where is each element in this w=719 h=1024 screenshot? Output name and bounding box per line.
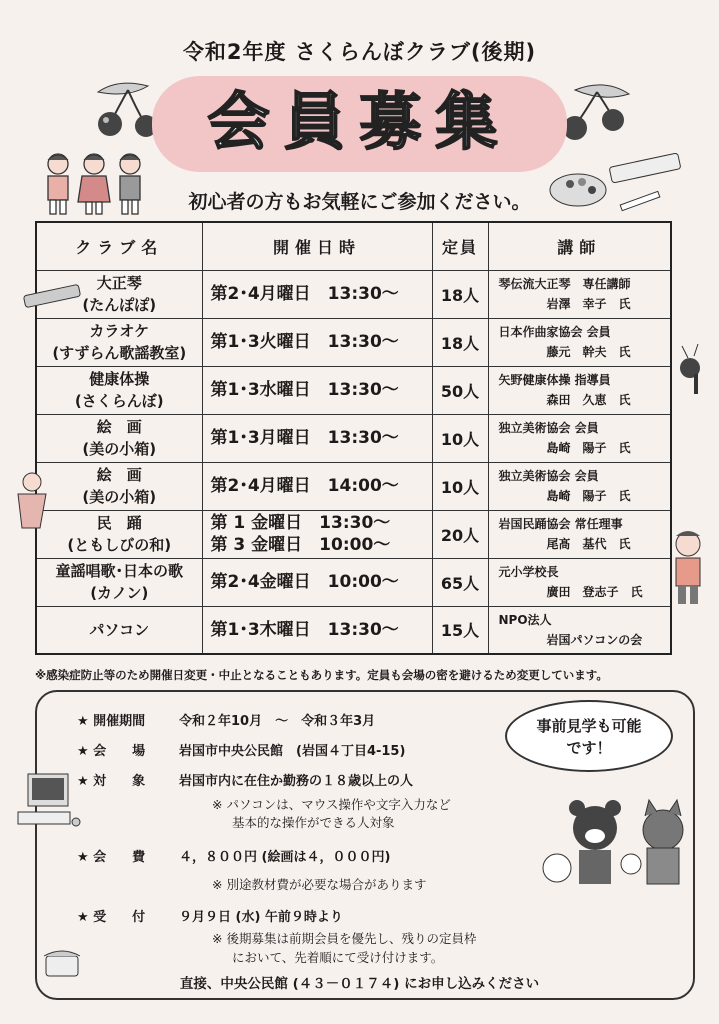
club-name: カラオケ (89, 322, 150, 340)
club-name-cell (36, 510, 202, 558)
bubble-line-2: です！ (566, 739, 612, 757)
lecturer-name: 尾髙 基代 氏 (546, 537, 631, 551)
lecturer-affiliation: 琴伝流大正琴 専任講師 (498, 277, 631, 291)
singer-icon (668, 338, 712, 402)
lecturer-name: 岩澤 幸子 氏 (546, 297, 631, 311)
club-name: 民 踊 (96, 514, 142, 532)
club-name-cell (36, 414, 202, 462)
page-title: 会員募集 (207, 85, 512, 158)
intro-text: 初心者の方もお気軽にご参加ください。 (188, 191, 531, 213)
capacity-cell: 50人 (432, 366, 488, 414)
schedule-line-1: 第2･4金曜日 10:00～ (210, 572, 399, 592)
schedule-cell (202, 606, 432, 654)
lecturer-name: 島崎 陽子 氏 (546, 489, 631, 503)
club-name: 童謡唱歌･日本の歌 (55, 562, 183, 580)
fee-label: ★ 会 費 (77, 850, 146, 865)
capacity-cell: 18人 (432, 270, 488, 318)
target-note-1: ※ パソコンは、マウス操作や文字入力など (212, 797, 451, 812)
lecturer-affiliation: 元小学校長 (498, 565, 559, 579)
schedule-line-2: 第 3 金曜日 10:00～ (210, 535, 391, 555)
schedule-line-1: 第2･4月曜日 14:00～ (210, 476, 399, 496)
schedule-cell (202, 366, 432, 414)
table-row (36, 462, 671, 510)
table-row (36, 318, 671, 366)
target-label: ★ 対 象 (77, 774, 146, 789)
schedule-cell (202, 462, 432, 510)
reception-note-2: において、先着順にて受け付けます。 (232, 950, 444, 965)
table-row (36, 270, 671, 318)
dancer-icon (10, 470, 50, 530)
capacity-cell: 20人 (432, 510, 488, 558)
capacity-cell: 10人 (432, 414, 488, 462)
speech-bubble (505, 700, 673, 772)
club-group-name: (さくらんぼ) (74, 392, 164, 410)
table-row (36, 606, 671, 654)
info-reception (77, 906, 343, 925)
capacity-cell: 65人 (432, 558, 488, 606)
club-group-name: (たんぽぽ) (82, 296, 157, 314)
schedule-cell (202, 318, 432, 366)
column-header-club: クラブ名 (36, 222, 202, 270)
fee-value: ４，８００円 (絵画は４，０００円) (179, 850, 391, 865)
subtitle: 令和2年度 さくらんぼクラブ(後期) (182, 40, 537, 64)
target-note-2: 基本的な操作ができる人対象 (232, 815, 395, 830)
schedule-line-1: 第1･3月曜日 13:30～ (210, 428, 399, 448)
lecturer-affiliation: 日本作曲家協会 会員 (498, 325, 611, 339)
club-name: 絵 画 (96, 418, 142, 436)
lecturer-name: 島崎 陽子 氏 (546, 441, 631, 455)
schedule-line-1: 第1･3木曜日 13:30～ (210, 619, 399, 640)
lecturer-name: 藤元 幹夫 氏 (546, 345, 631, 359)
schedule-cell (202, 414, 432, 462)
schedule-cell (202, 270, 432, 318)
notice-text: ※感染症防止等のため開催日変更・中止となることもあります。定員も会場の密を避けるため変更しています。 (35, 668, 608, 682)
period-value: 令和２年10月 ～ 令和３年3月 (179, 714, 376, 729)
computer-icon (14, 772, 82, 834)
club-table (35, 221, 672, 655)
cherry-icon (555, 80, 635, 142)
schedule-line-1: 第1･3水曜日 13:30～ (210, 380, 399, 400)
schedule-cell (202, 510, 432, 558)
info-fee (77, 846, 390, 865)
club-group-name: (カノン) (90, 584, 149, 602)
column-header-capacity: 定員 (432, 222, 488, 270)
apply-instruction: 直接、中央公民館 (４３－０１７４) にお申し込みください (179, 976, 540, 992)
schedule-line-1: 第2･4月曜日 13:30～ (210, 284, 399, 304)
club-group-name: (美の小箱) (82, 488, 157, 506)
club-name-cell (36, 366, 202, 414)
lecturer-affiliation: 矢野健康体操 指導員 (498, 373, 611, 387)
club-name-cell (36, 606, 202, 654)
lecturer-cell (488, 366, 671, 414)
club-name: 絵 画 (96, 466, 142, 484)
table-row (36, 558, 671, 606)
club-name: パソコン (89, 620, 150, 639)
period-label: ★ 開催期間 (77, 714, 146, 729)
lecturer-cell (488, 270, 671, 318)
lecturer-cell (488, 558, 671, 606)
capacity-cell: 10人 (432, 462, 488, 510)
club-name: 大正琴 (96, 274, 142, 292)
club-name: 健康体操 (89, 370, 150, 388)
reception-label: ★ 受 付 (77, 910, 146, 925)
info-period (77, 710, 375, 729)
lecturer-cell (488, 414, 671, 462)
lecturer-cell (488, 510, 671, 558)
target-value: 岩国市内に在住か勤務の１８歳以上の人 (179, 774, 414, 789)
column-header-schedule: 開催日時 (202, 222, 432, 270)
club-group-name: (ともしびの和) (67, 536, 172, 554)
club-name-cell (36, 558, 202, 606)
lecturer-affiliation: 岩国民踊協会 常任理事 (498, 517, 623, 531)
column-header-lecturer: 講師 (488, 222, 671, 270)
reception-value: ９月９日 (水) 午前９時より (179, 910, 343, 925)
reception-note-1: ※ 後期募集は前期会員を優先し、残りの定員枠 (212, 931, 477, 946)
table-row (36, 366, 671, 414)
bubble-line-1: 事前見学も可能 (536, 717, 642, 735)
capacity-cell: 15人 (432, 606, 488, 654)
schedule-line-1: 第 1 金曜日 13:30～ (210, 513, 391, 533)
lecturer-name: 森田 久恵 氏 (546, 393, 631, 407)
animals-illustration (535, 798, 695, 893)
schedule-cell (202, 558, 432, 606)
venue-label: ★ 会 場 (77, 744, 146, 759)
lecturer-name: 廣田 登志子 氏 (546, 585, 643, 599)
child-icon (666, 528, 710, 608)
lecturer-affiliation: NPO法人 (498, 612, 552, 627)
lecturer-affiliation: 独立美術協会 会員 (498, 421, 599, 435)
club-group-name: (すずらん歌謡教室) (52, 344, 187, 362)
info-venue (77, 740, 405, 759)
lecturer-name: 岩国パソコンの会 (546, 632, 643, 647)
table-row (36, 414, 671, 462)
fee-note: ※ 別途教材費が必要な場合があります (212, 877, 427, 892)
club-name-cell (36, 462, 202, 510)
lecturer-affiliation: 独立美術協会 会員 (498, 469, 599, 483)
venue-value: 岩国市中央公民館 (岩国４丁目4-15) (179, 744, 406, 759)
info-target (77, 770, 413, 789)
schedule-line-1: 第1･3火曜日 13:30～ (210, 332, 399, 352)
table-row (36, 510, 671, 558)
lecturer-cell (488, 462, 671, 510)
lecturer-cell (488, 606, 671, 654)
capacity-cell: 18人 (432, 318, 488, 366)
table-header-row (36, 222, 671, 270)
lecturer-cell (488, 318, 671, 366)
koto-icon (22, 284, 84, 310)
club-name-cell (36, 318, 202, 366)
club-group-name: (美の小箱) (82, 440, 157, 458)
